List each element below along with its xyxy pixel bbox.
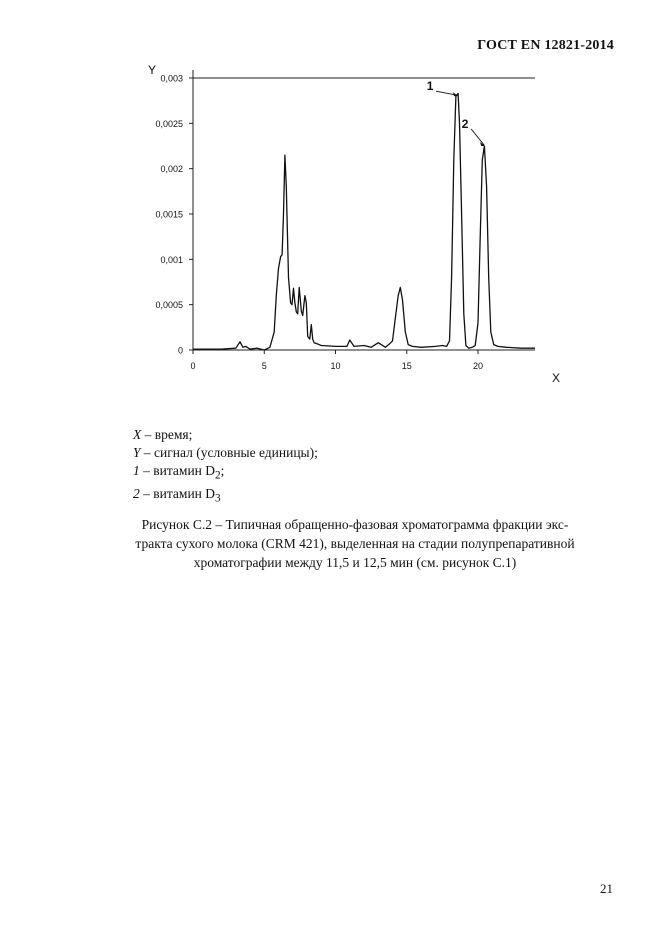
standard-code: ГОСТ EN 12821-2014 xyxy=(477,38,614,53)
caption-line: хроматографии между 11,5 и 12,5 мин (см. рисунок С.1) xyxy=(193,555,517,570)
legend-row xyxy=(133,485,318,508)
legend-symbol: 2 xyxy=(133,485,140,501)
legend-row xyxy=(133,462,318,485)
annotation-label: 1 xyxy=(426,79,434,94)
legend-symbol: 1 xyxy=(133,463,140,478)
y-tick-label: 0,0015 xyxy=(155,209,183,220)
x-tick-label: 10 xyxy=(330,361,341,371)
x-tick-label: 15 xyxy=(401,361,412,371)
caption-line: тракта сухого молока (CRM 421), выделенная на стадии полупрепаративной xyxy=(135,536,575,551)
y-tick-label: 0,003 xyxy=(160,73,183,84)
legend-row xyxy=(133,444,318,462)
legend-row xyxy=(133,426,318,444)
legend xyxy=(133,426,318,507)
x-tick-label: 5 xyxy=(261,361,267,371)
legend-text: – витамин D xyxy=(139,463,216,478)
axes xyxy=(193,70,535,350)
legend-subscript: 3 xyxy=(215,492,221,505)
chromatogram-chart xyxy=(140,60,580,395)
annotation-label: 2 xyxy=(461,117,469,131)
legend-subscript: 2 xyxy=(215,469,221,482)
x-tick-label: 20 xyxy=(472,361,484,371)
x-axis-label: X xyxy=(552,371,561,385)
y-tick-label: 0,0025 xyxy=(155,118,183,129)
caption-line: Рисунок С.2 – Типичная обращенно-фазовая хроматограмма фракции экс- xyxy=(141,517,569,532)
legend-symbol: Y xyxy=(133,445,141,460)
y-ticks xyxy=(155,74,193,356)
y-tick-label: 0,002 xyxy=(160,164,183,175)
legend-text: – витамин D xyxy=(139,485,216,501)
annotation-leader xyxy=(471,129,484,145)
legend-text: – время; xyxy=(141,427,193,442)
y-axis-label: Y xyxy=(148,63,157,77)
figure-caption xyxy=(95,515,615,572)
y-tick-label: 0 xyxy=(177,345,183,356)
x-ticks xyxy=(190,350,483,371)
series-line xyxy=(193,93,535,350)
x-tick-label: 0 xyxy=(190,361,196,371)
y-tick-label: 0,001 xyxy=(160,254,183,265)
y-tick-label: 0,0005 xyxy=(155,300,183,311)
legend-symbol: X xyxy=(133,427,142,442)
legend-tail: ; xyxy=(220,463,225,478)
page-number: 21 xyxy=(600,881,613,896)
legend-text: – сигнал (условные единицы); xyxy=(140,445,318,460)
